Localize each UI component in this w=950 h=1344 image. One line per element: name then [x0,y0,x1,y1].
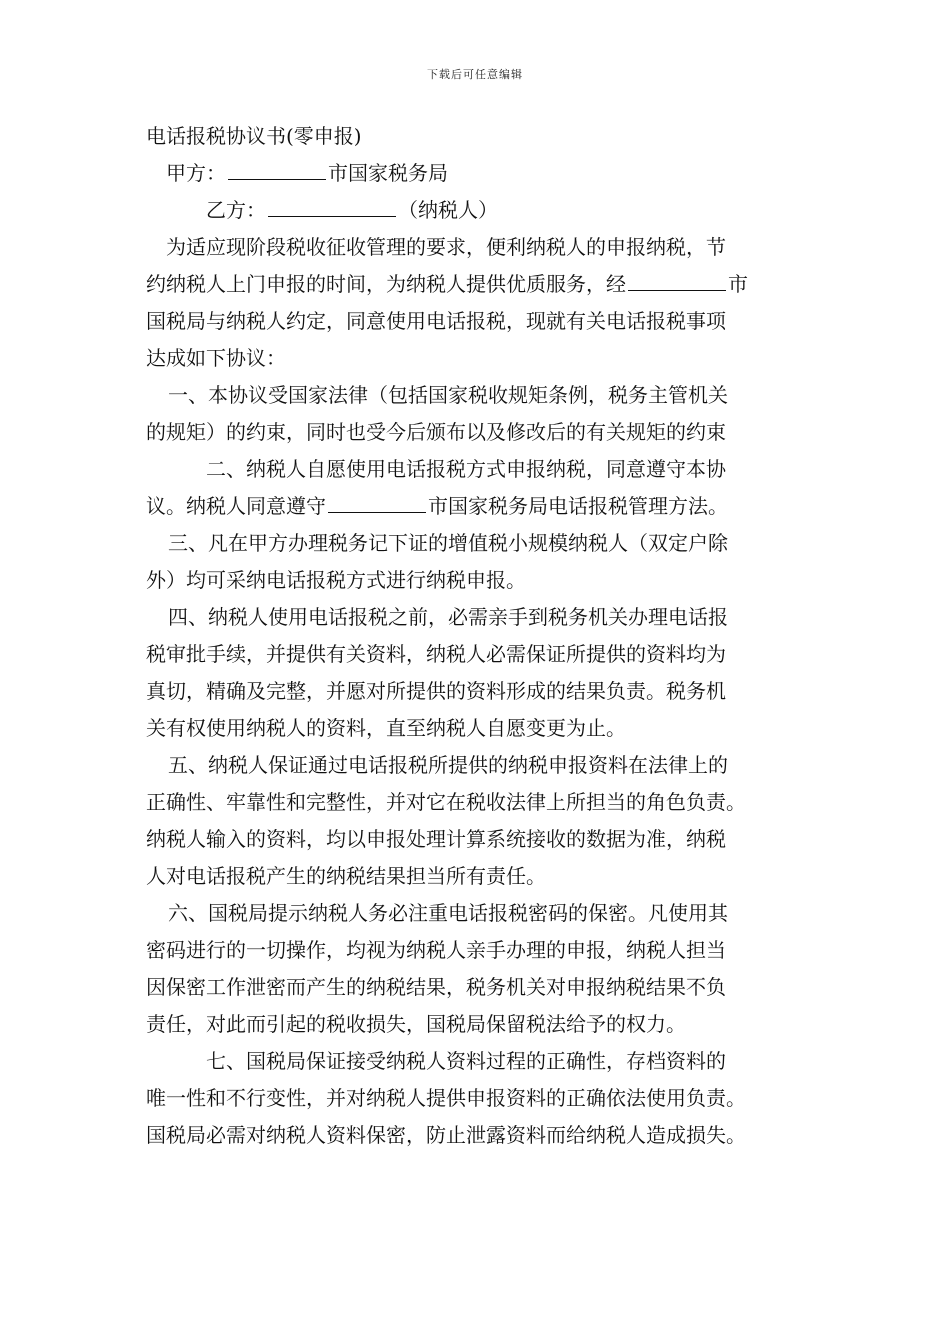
party-b-blank [268,194,396,217]
clause-2-blank [328,490,426,513]
intro-line-2a: 约纳税人上门申报的时间，为纳税人提供优质服务，经 [146,272,626,296]
clause-3-line-2: 外）均可采纳电话报税方式进行纳税申报。 [146,568,526,592]
intro-line-2 [146,266,814,303]
party-a-suffix: 市国家税务局 [328,161,448,185]
clause-2-line-1: 二、纳税人自愿使用电话报税方式申报纳税，同意遵守本协 [206,457,726,481]
clause-5-line-1: 五、纳税人保证通过电话报税所提供的纳税申报资料在法律上的 [168,753,728,777]
party-b-label: 乙方： [206,198,266,222]
clause-4-line-2: 税审批手续，并提供有关资料，纳税人必需保证所提供的资料均为 [146,642,726,666]
party-a-label: 甲方： [166,161,226,185]
intro-line-1: 为适应现阶段税收征收管理的要求，便利纳税人的申报纳税，节 [166,235,726,259]
party-b-suffix: （纳税人） [398,198,498,222]
clause-3-line-1: 三、凡在甲方办理税务记下证的增值税小规模纳税人（双定户除 [168,531,728,555]
clause-5-line-4: 人对电话报税产生的纳税结果担当所有责任。 [146,864,546,888]
clause-6-line-1: 六、国税局提示纳税人务必注重电话报税密码的保密。凡使用其 [168,901,728,925]
clause-2-line-2b: 市国家税务局电话报税管理方法。 [428,494,728,518]
clause-4-line-3: 真切，精确及完整，并愿对所提供的资料形成的结果负责。税务机 [146,679,726,703]
party-a-line [146,155,814,192]
clause-2-line-2 [146,488,814,525]
clause-6-line-3: 因保密工作泄密而产生的纳税结果，税务机关对申报纳税结果不负 [146,975,726,999]
clause-2-line-2a: 议。纳税人同意遵守 [146,494,326,518]
party-b-line [146,192,814,229]
clause-4-line-1: 四、纳税人使用电话报税之前，必需亲手到税务机关办理电话报 [168,605,728,629]
clause-7-line-1: 七、国税局保证接受纳税人资料过程的正确性，存档资料的 [206,1049,726,1073]
clause-4-line-4: 关有权使用纳税人的资料，直至纳税人自愿变更为止。 [146,716,626,740]
intro-blank [628,268,726,291]
clause-5-line-3: 纳税人输入的资料，均以申报处理计算系统接收的数据为准，纳税 [146,827,726,851]
party-a-blank [228,157,326,180]
clause-6-line-4: 责任，对此而引起的税收损失，国税局保留税法给予的权力。 [146,1012,686,1036]
intro-line-3: 国税局与纳税人约定，同意使用电话报税，现就有关电话报税事项 [146,309,726,333]
clause-1-line-1: 一、本协议受国家法律（包括国家税收规矩条例，税务主管机关 [168,383,728,407]
page-header-note: 下载后可任意编辑 [427,68,523,81]
clause-5-line-2: 正确性、牢靠性和完整性，并对它在税收法律上所担当的角色负责。 [146,790,746,814]
clause-6-line-2: 密码进行的一切操作，均视为纳税人亲手办理的申报，纳税人担当 [146,938,726,962]
clause-7-line-2: 唯一性和不行变性，并对纳税人提供申报资料的正确依法使用负责。 [146,1086,746,1110]
intro-line-4: 达成如下协议： [146,346,286,370]
clause-1-line-2: 的规矩）的约束，同时也受今后颁布以及修改后的有关规矩的约束 [146,420,726,444]
document-title: 电话报税协议书(零申报) [146,124,362,148]
intro-line-2b: 市 [728,272,748,296]
clause-7-line-3: 国税局必需对纳税人资料保密，防止泄露资料而给纳税人造成损失。 [146,1123,746,1147]
document-body [146,118,814,1154]
